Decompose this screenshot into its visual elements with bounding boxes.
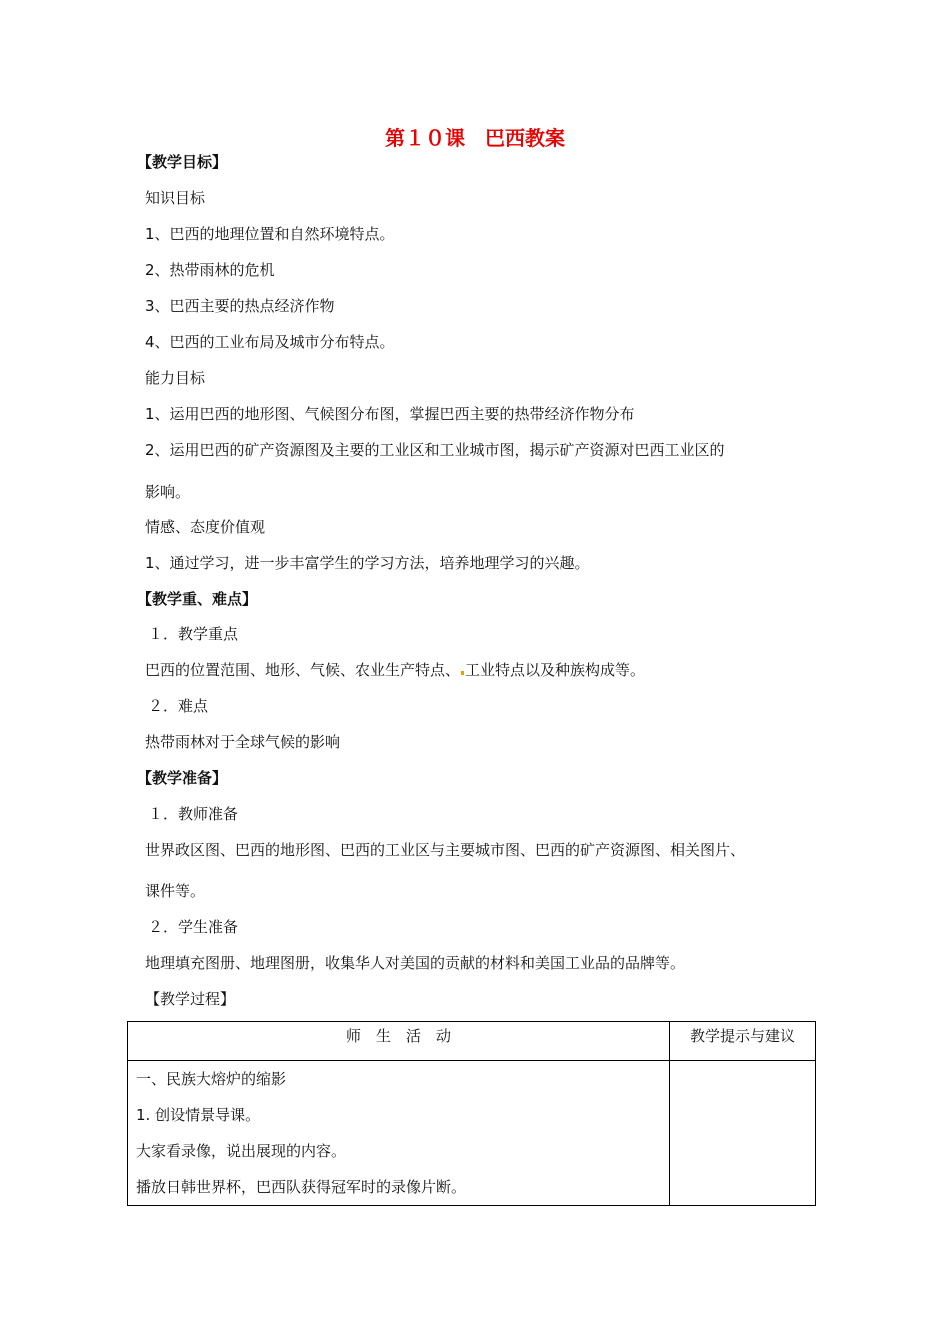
activity-line: 1. 创设情景导课。 [136, 1106, 261, 1124]
section-heading-key-points: 【教学重、难点】 [137, 590, 258, 608]
key-point-label: １．教学重点 [148, 625, 239, 643]
difficult-point-label: ２．难点 [148, 697, 209, 715]
section-heading-preparation: 【教学准备】 [137, 769, 228, 787]
teacher-prep-text: 世界政区图、巴西的地形图、巴西的工业区与主要城市图、巴西的矿产资源图、相关图片、 [145, 841, 746, 859]
teacher-prep-label: １．教师准备 [148, 805, 239, 823]
ability-item: 1、运用巴西的地形图、气候图分布图，掌握巴西主要的热带经济作物分布 [145, 405, 635, 423]
activity-line: 大家看录像，说出展现的内容。 [136, 1142, 347, 1160]
student-prep-label: ２．学生准备 [148, 918, 239, 936]
cursor-mark [461, 671, 464, 675]
section-heading-objectives: 【教学目标】 [137, 153, 228, 171]
attitude-title: 情感、态度价值观 [145, 518, 266, 536]
knowledge-item: 4、巴西的工业布局及城市分布特点。 [145, 333, 395, 351]
knowledge-title: 知识目标 [145, 189, 206, 207]
attitude-item: 1、通过学习，进一步丰富学生的学习方法，培养地理学习的兴趣。 [145, 554, 590, 572]
section-heading-process: 【教学过程】 [145, 990, 236, 1008]
knowledge-item: 3、巴西主要的热点经济作物 [145, 297, 335, 315]
teacher-prep-text: 课件等。 [145, 882, 206, 900]
key-point-text-part: 巴西的位置范围、地形、气候、农业生产特点、 [145, 661, 461, 679]
ability-item: 2、运用巴西的矿产资源图及主要的工业区和工业城市图，揭示矿产资源对巴西工业区的 [145, 441, 725, 459]
tips-cell [670, 1061, 816, 1206]
key-point-text-part: 工业特点以及种族构成等。 [465, 661, 646, 679]
column-header-activity: 师 生 活 动 [128, 1022, 670, 1061]
ability-title: 能力目标 [145, 369, 206, 387]
column-header-tips: 教学提示与建议 [670, 1022, 816, 1061]
key-point-text [145, 660, 645, 680]
difficult-point-text: 热带雨林对于全球气候的影响 [145, 733, 341, 751]
knowledge-item: 2、热带雨林的危机 [145, 261, 275, 279]
student-prep-text: 地理填充图册、地理图册，收集华人对美国的贡献的材料和美国工业品的品牌等。 [145, 954, 686, 972]
table-header-row [128, 1022, 816, 1061]
ability-item: 影响。 [145, 483, 191, 501]
activity-line: 一、民族大熔炉的缩影 [136, 1070, 287, 1088]
activity-line: 播放日韩世界杯，巴西队获得冠军时的录像片断。 [136, 1178, 467, 1196]
knowledge-item: 1、巴西的地理位置和自然环境特点。 [145, 225, 395, 243]
activity-cell [128, 1061, 670, 1206]
document-title: 第１０课 巴西教案 [385, 126, 565, 150]
table-row [128, 1061, 816, 1206]
process-table [127, 1021, 816, 1206]
